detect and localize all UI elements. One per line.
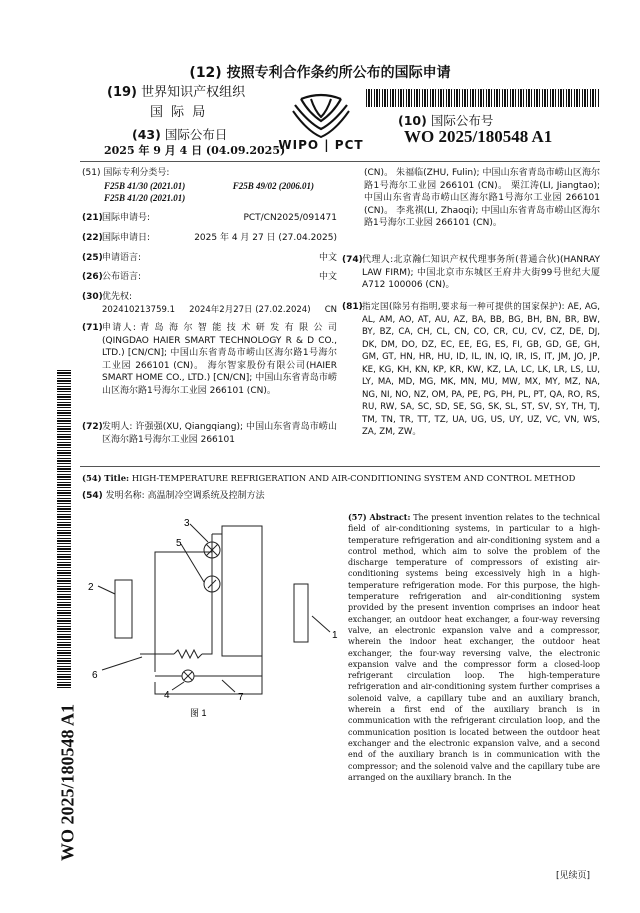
figure-label-4: 4 [164,690,170,701]
ipc-field [82,167,337,206]
filing-value: 2025 年 4 月 27 日 (27.04.2025) [194,233,337,243]
side-barcode [57,370,71,690]
lang-label: 申请语言: [102,253,142,263]
app-no-value: PCT/CN2025/091471 [243,213,337,223]
org-name: 世界知识产权组织 [141,85,246,100]
figure-label-5: 5 [176,538,182,549]
app-no-code: (21) [82,213,103,223]
filing-code: (22) [82,233,103,243]
agent-field [342,254,600,292]
inventor-code: (72) [82,422,103,432]
leader-7 [222,680,235,692]
title-cn-row [82,490,602,503]
wipo-logo [271,93,371,155]
abstract-code: (57) [348,512,367,522]
document-heading: (12) 按照专利合作条约所公布的国际申请 [189,65,451,81]
pub-date-value: 2025 年 9 月 4 日 (04.09.2025) [104,144,286,157]
figure-1 [80,512,345,722]
pub-date-block [132,125,227,143]
leader-1 [312,616,330,632]
title-en-row [82,472,602,485]
publang-label: 公布语言: [102,272,142,282]
applicant-code: (71) [82,323,103,333]
abstract-text: The present invention relates to the technical field of air-conditioning systems, in particular to a high-temperature refrigeration and air-conditioning system and a control method, which aim to solve the problem of the discharge temperature of compressors of existing air-conditioning systems being excessively high in a high-temperature refrigeration mode. For this purpose, the high-temperature refrigeration and air-conditioning system provided by the present invention comprises an indoor heat exchanger, an outdoor heat exchanger, a four-way reversing valve, an electronic expansion valve and a compressor, wherein the indoor heat exchanger, the outdoor heat exchanger, the four-way reversing valve, the electronic expansion valve and the compressor form a closed-loop refrigerant circulation loop. The high-temperature refrigeration and air-conditioning system further comprises a solenoid valve, a capillary tube and an auxiliary branch, wherein a first end of the auxiliary branch is in communication with the refrigerant circulation loop, and the communication position is located between the outdoor heat exchanger and the electronic expansion valve, and a second end of the auxiliary branch is in communication with the compressor; and the solenoid valve and the capillary tube are arranged on the auxiliary branch. In the [348,513,600,782]
lang-value: 中文 [318,253,337,263]
filing-label: 国际申请日: [102,233,151,243]
states-code: (81) [342,302,363,312]
applicant-text: 申请人: 青 岛 海 尔 智 能 技 术 研 发 有 限 公 司(QINGDAO HAIER SMART TECHNOLOGY R & D CO., LTD.) [CN/CN]; 中国山东省青岛市崂山区海尔路1号海尔工业园 266101 (CN)。 海尔智家股份有限公司(HAIER SMART HOME CO., LTD.) [CN/CN]; 中国山东省青岛市崂山区海尔路1号海尔工业园 266101 (CN)。 [102,323,337,396]
biblio-divider [80,466,600,467]
app-no-label: 国际申请号: [102,213,151,223]
pub-date-label: 国际公布日 [164,127,228,142]
figure-label-3: 3 [184,518,190,529]
leader-4 [172,682,184,690]
heat-exchanger-2 [115,580,132,638]
org-code: (19) [107,85,137,100]
org-block [107,84,245,101]
inventor-text: 发明人: 许强强(XU, Qiangqiang); 中国山东省青岛市崂山区海尔路1号海尔工业园 266101 [102,422,337,445]
refrigeration-circuit-diagram [80,512,345,722]
lang-code: (25) [82,253,103,263]
pub-no-code: (10) [398,113,427,128]
priority-label: 优先权: [102,292,133,302]
filing-field [82,232,337,245]
capillary-tube-7 [174,650,202,658]
pub-no-value: WO 2025/180548 A1 [404,127,553,146]
title-en-label: Title: [104,473,130,483]
title-en-text: HIGH-TEMPERATURE REFRIGERATION AND AIR-CONDITIONING SYSTEM AND CONTROL METHOD [131,473,576,483]
org-sub: 国 际 局 [150,105,208,120]
branch-to-compressor [202,602,212,654]
title-cn-code: (54) [82,491,103,501]
ipc-2: F25B 49/02 (2006.01) [232,180,314,191]
agent-text: 代理人:北京瀚仁知识产权代理事务所(普通合伙)(HANRAY LAW FIRM); 中国北京市东城区王府井大街99号世纪大厦A712 100006 (CN)。 [362,255,600,290]
abstract-block [348,512,600,783]
ipc-1: F25B 41/30 (2021.01) [104,180,186,191]
side-pub-number: WO 2025/180548 A1 [57,704,78,862]
abstract-label: Abstract: [369,512,411,522]
ipc-3: F25B 41/20 (2021.01) [104,193,186,203]
heat-exchanger-1 [294,584,308,642]
pub-date-code: (43) [132,127,161,142]
pub-no-label: 国际公布号 [430,113,494,128]
inventor-continued: (CN)。 朱福临(ZHU, Fulin); 中国山东省青岛市崂山区海尔路1号海尔工业园 266101 (CN)。 栗江涛(LI, Jiangtao); 中国山东省青岛市崂山区海尔路1号海尔工业园 266101 (CN)。 李兆祺(LI, Zhaoqi); 中国山东省青岛市崂山区海尔路1号海尔工业园 266101 (CN)。 [364,168,600,228]
leader-5 [181,544,204,582]
figure-label-7: 7 [238,692,244,703]
wipo-logo-text: WIPO | PCT [278,138,364,152]
header-divider [80,161,600,162]
leader-2 [98,586,115,594]
figure-label-6: 6 [92,670,98,681]
outdoor-loop-frame [222,526,262,656]
inventor-field [82,421,337,446]
app-no-field [82,212,337,225]
continued-note: [见续页] [556,871,591,881]
priority-date: 2024年2月27日 (27.02.2024) [189,304,311,315]
publang-code: (26) [82,272,103,282]
priority-code: (30) [82,292,103,302]
figure-label-2: 2 [88,582,94,593]
figure-caption: 图 1 [190,708,207,718]
leader-6 [102,657,142,670]
applicant-field [82,322,337,397]
publang-field [82,271,337,284]
lang-field [82,252,337,265]
leader-3 [190,524,208,542]
agent-code: (74) [342,255,363,265]
states-text: 指定国(除另有指明,要求每一种可提供的国家保护): AE, AG, AL, AM, AO, AT, AU, AZ, BA, BB, BG, BH, BN, BR, BW, BY, BZ, CA, CH, CL, CN, CO, CR, CU, CV, CZ, DE, DJ, DK, DM, DO, DZ, EC, EE, EG, ES, FI, GB, GD, GE, GH, GM, GT, HN, HR, HU, ID, IL, IN, IQ, IR, IS, IT, JM, JO, JP, KE, KG, KH, KN, KP, KR, KW, KZ, LA, LC, LK, LR, LS, LU, LY, MA, MD, MG, MK, MN, MU, MW, MX, MY, MZ, NA, NG, NI, NO, NZ, OM, PA, PE, PG, PH, PL, PT, QA, RO, RS, RU, RW, SA, SC, SD, SE, SG, SK, SL, ST, SV, SY, TH, TJ, TM, TN, TR, TT, TZ, UA, UG, US, UY, UZ, VC, VN, WS, ZA, ZM, ZW。 [362,302,600,437]
title-cn-text: 高温制冷空调系统及控制方法 [147,491,265,501]
title-en-code: (54) [82,473,102,483]
publang-value: 中文 [318,272,337,282]
title-cn-label: 发明名称: [105,491,145,501]
priority-field [82,291,337,316]
states-field [342,301,600,439]
priority-country: CN [324,304,337,315]
figure-label-1: 1 [332,630,338,641]
top-barcode [366,89,600,107]
priority-no: 202410213759.1 [102,304,176,315]
ipc-label: (51) 国际专利分类号: [82,168,170,178]
loop-bottom [155,656,262,694]
